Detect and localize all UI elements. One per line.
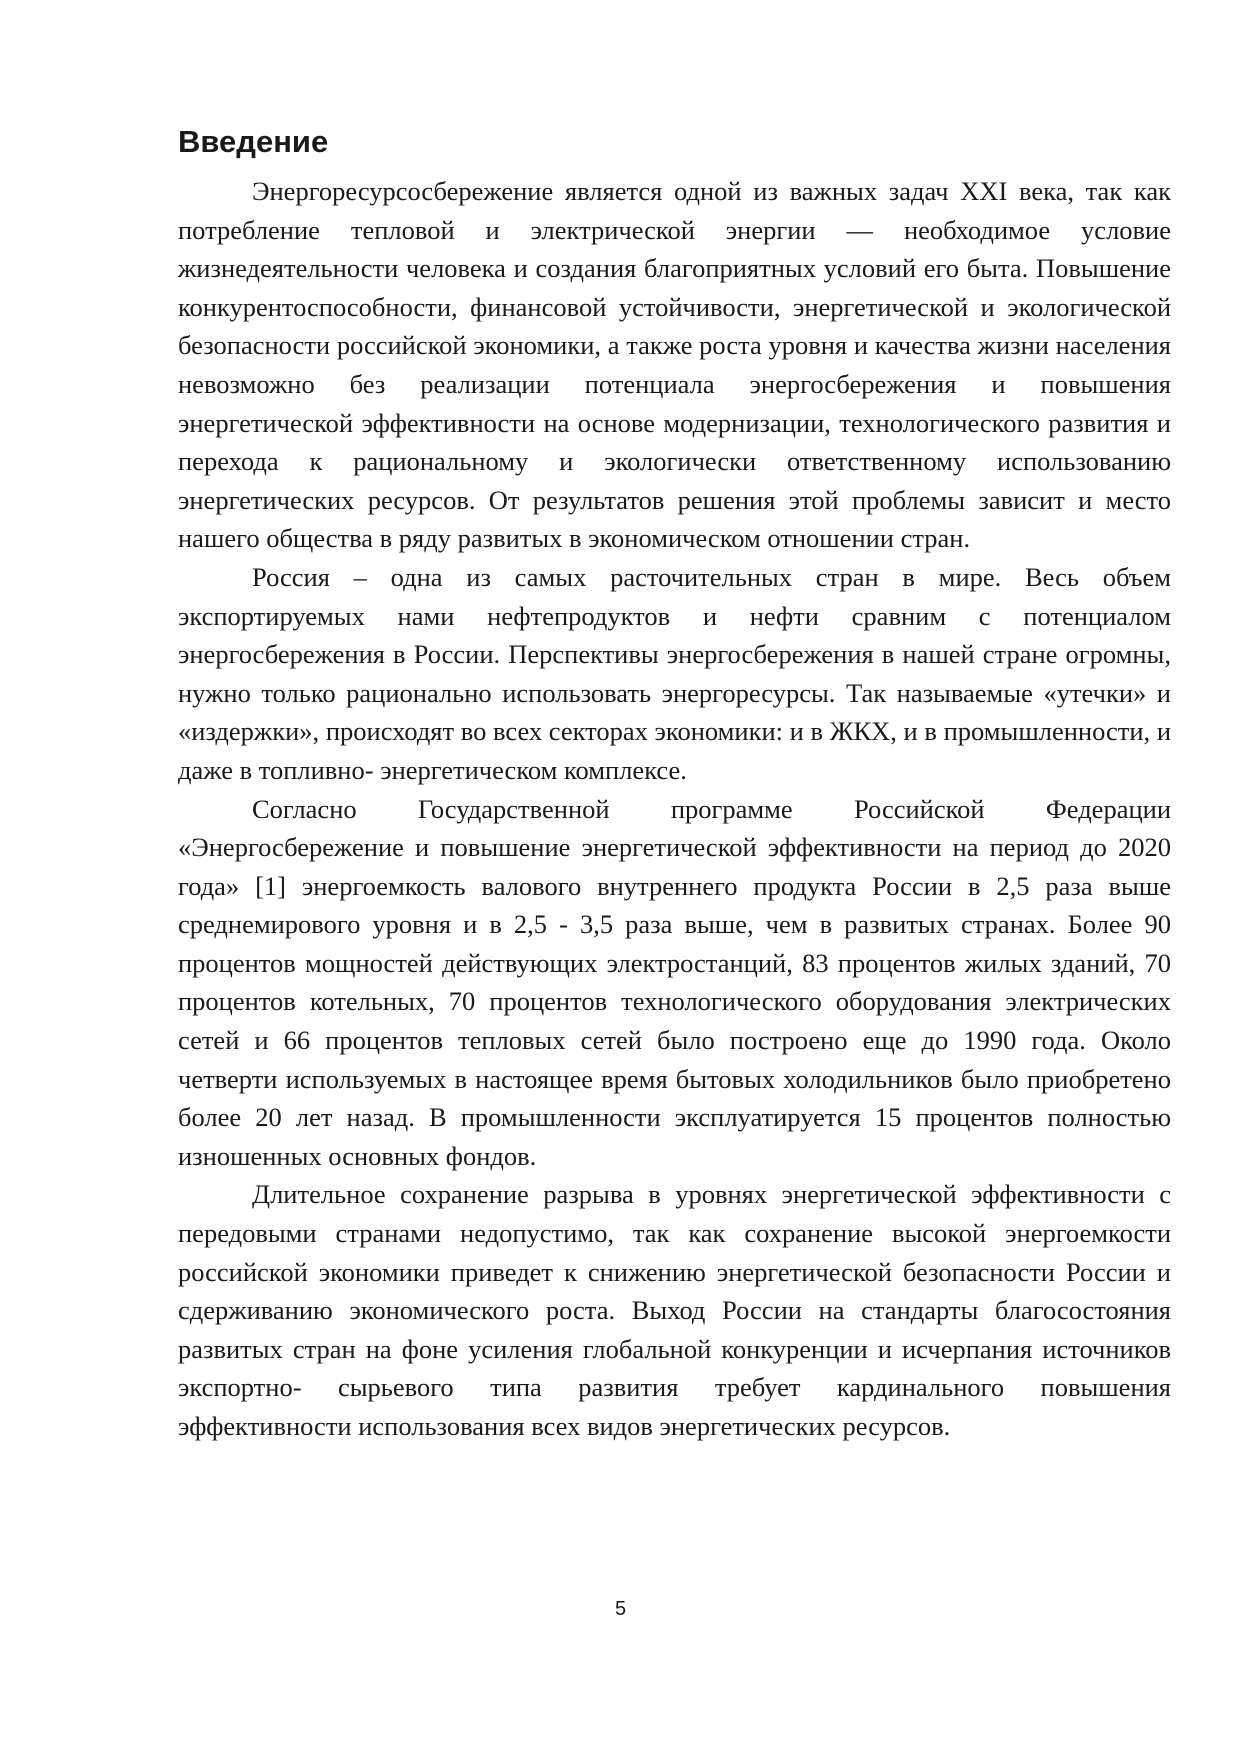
paragraph-4: Длительное сохранение разрыва в уровнях энергетической эффективности с передовыми странами недопустимо, так как сохранение высокой энергоемкости российской экономики приведет к снижению энергетической безопасности России и сдерживанию экономического роста. Выход России на стандарты благосостояния развитых стран на фоне усиления глобальной конкуренции и исчерпания источников экспортно- сырьевого типа развития требует кардинального повышения эффективности использования всех видов энергетических ресурсов. [178, 1179, 1171, 1441]
section-heading: Введение [178, 124, 329, 159]
paragraph-3: Согласно Государственной программе Российской Федерации «Энергосбережение и повышение энергетической эффективности на период до 2020 года» [1] энергоемкость валового внутреннего продукта России в 2,5 раза выше среднемирового уровня и в 2,5 - 3,5 раза выше, чем в развитых странах. Более 90 процентов мощностей действующих электростанций, 83 процентов жилых зданий, 70 процентов котельных, 70 процентов технологического оборудования электрических сетей и 66 процентов тепловых сетей было построено еще до 1990 года. Около четверти используемых в настоящее время бытовых холодильников было приобретено более 20 лет назад. В промышленности эксплуатируется 15 процентов полностью изношенных основных фондов. [178, 793, 1171, 1171]
page-number: 5 [614, 1598, 627, 1620]
paragraph-1: Энергоресурсосбережение является одной из важных задач XXI века, так как потребление тепловой и электрической энергии — необходимое условие жизнедеятельности человека и создания благоприятных условий его быта. Повышение конкурентоспособности, финансовой устойчивости, энергетической и экологической безопасности российской экономики, а также роста уровня и качества жизни населения невозможно без реализации потенциала энергосбережения и повышения энергетической эффективности на основе модернизации, технологического развития и перехода к рациональному и экологически ответственному использованию энергетических ресурсов. От результатов решения этой проблемы зависит и место нашего общества в ряду развитых в экономическом отношении стран. [178, 176, 1171, 554]
paragraph-2: Россия – одна из самых расточительных стран в мире. Весь объем экспортируемых нами нефтепродуктов и нефти сравним с потенциалом энергосбережения в России. Перспективы энергосбережения в нашей стране огромны, нужно только рационально использовать энергоресурсы. Так называемые «утечки» и «издержки», происходят во всех секторах экономики: и в ЖКХ, и в промышленности, и даже в топливно- энергетическом комплексе. [178, 561, 1171, 785]
page-content [178, 118, 1171, 1446]
